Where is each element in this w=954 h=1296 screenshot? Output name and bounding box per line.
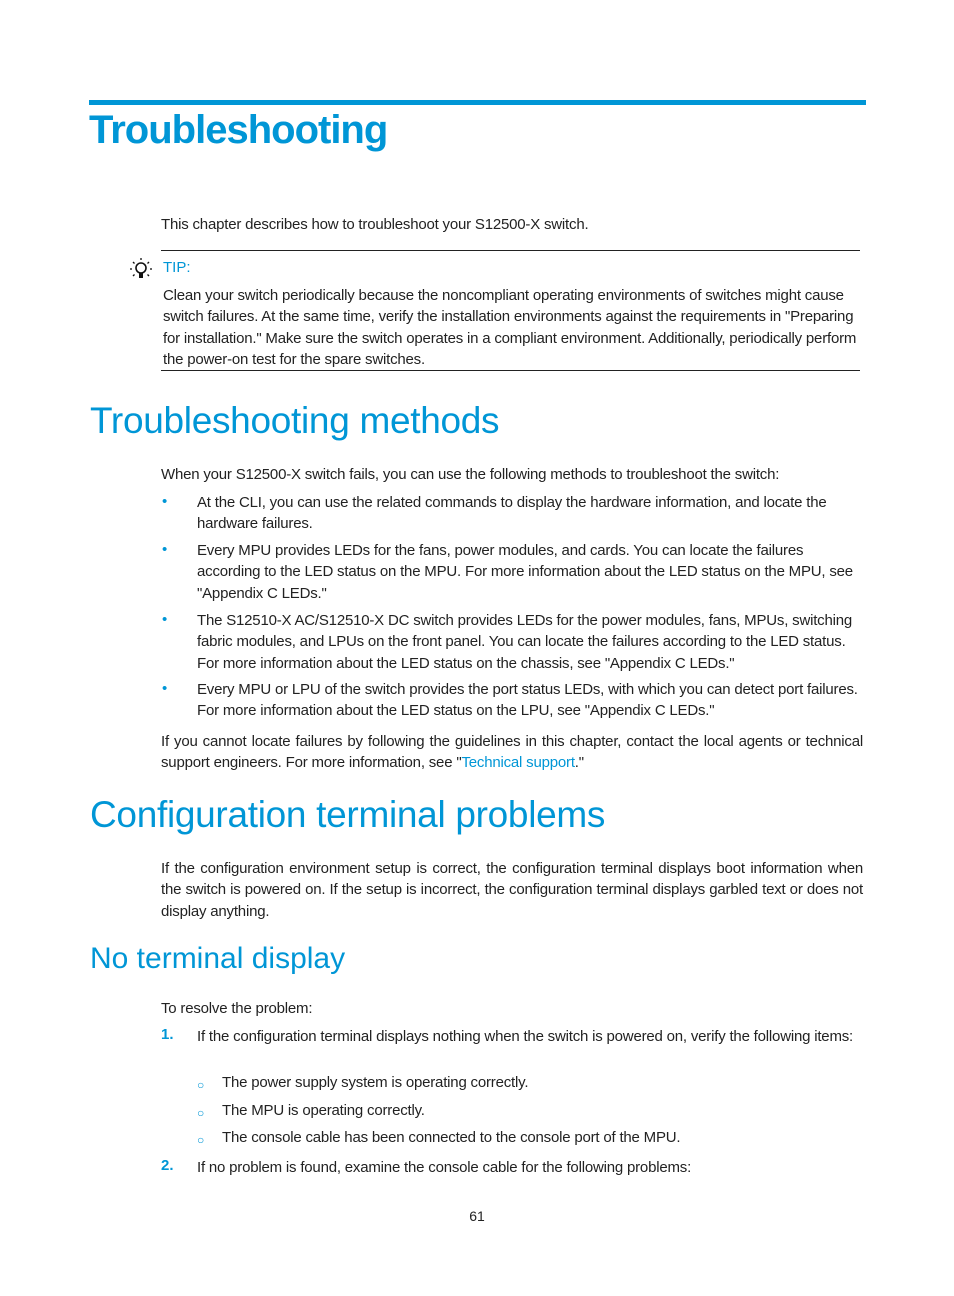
subsection-title-no-display: No terminal display	[90, 942, 346, 975]
bullet-icon: •	[162, 541, 168, 558]
page-number: 61	[469, 1208, 485, 1224]
step-text: If no problem is found, examine the console cable for the following problems:	[197, 1159, 692, 1176]
circle-bullet-icon: ○	[197, 1078, 205, 1092]
bullet-icon: •	[162, 680, 168, 697]
title-rule	[89, 100, 866, 105]
tip-top-rule	[161, 250, 860, 251]
methods-bullet: Every MPU or LPU of the switch provides the port status LEDs, with which you can detect port failures. For more information about the LED status on the LPU, see "Appendix C LEDs."	[197, 681, 858, 720]
sub-item: The power supply system is operating correctly.	[222, 1074, 529, 1091]
circle-bullet-icon: ○	[197, 1133, 205, 1147]
bullet-icon: •	[162, 611, 168, 628]
methods-bullet: Every MPU provides LEDs for the fans, power modules, and cards. You can locate the failures according to the LED status on the MPU. For more information about the LED status on the MPU, see "Appendix C LEDs."	[197, 542, 853, 602]
lightbulb-icon	[130, 257, 152, 283]
tip-text: Clean your switch periodically because the noncompliant operating environments of switches might cause switch failures. At the same time, verify the installation environments against the requirements in "Preparing for installation." Make sure the switch operates in a compliant environment. Additionally, periodically perform the power-on test for the spare switches.	[163, 287, 857, 368]
tip-label: TIP:	[163, 259, 191, 276]
bullet-icon: •	[162, 493, 168, 510]
circle-bullet-icon: ○	[197, 1106, 205, 1120]
closing-text: If you cannot locate failures by following the guidelines in this chapter, contact the local agents or technical support engineers. For more information, see "	[161, 733, 863, 772]
chapter-title: Troubleshooting	[89, 108, 388, 152]
step-number: 1.	[161, 1026, 174, 1043]
sub-item: The console cable has been connected to the console port of the MPU.	[222, 1129, 681, 1146]
methods-bullet: At the CLI, you can use the related commands to display the hardware information, and locate the hardware failures.	[197, 494, 827, 533]
step-number: 2.	[161, 1157, 174, 1174]
config-text: If the configuration environment setup is correct, the configuration terminal displays boot information when the switch is powered on. If the setup is incorrect, the configuration terminal displays garbled text or does not display anything.	[161, 860, 863, 920]
no-display-intro: To resolve the problem:	[161, 1000, 313, 1017]
chapter-intro: This chapter describes how to troubleshoot your S12500-X switch.	[161, 216, 589, 233]
methods-closing	[161, 731, 863, 774]
tip-bottom-rule	[161, 370, 860, 371]
closing-text-end: ."	[574, 754, 584, 772]
section-title-config: Configuration terminal problems	[90, 794, 606, 835]
methods-intro: When your S12500-X switch fails, you can use the following methods to troubleshoot the switch:	[161, 466, 780, 483]
technical-support-link[interactable]: Technical support	[461, 754, 575, 772]
sub-item: The MPU is operating correctly.	[222, 1102, 425, 1119]
step-text: If the configuration terminal displays nothing when the switch is powered on, verify the following items:	[197, 1028, 854, 1045]
methods-bullet: The S12510-X AC/S12510-X DC switch provides LEDs for the power modules, fans, MPUs, switching fabric modules, and LPUs on the front panel. You can locate the failures according to the LED status. For more information about the LED status on the chassis, see "Appendix C LEDs."	[197, 612, 853, 672]
section-title-methods: Troubleshooting methods	[90, 400, 500, 441]
